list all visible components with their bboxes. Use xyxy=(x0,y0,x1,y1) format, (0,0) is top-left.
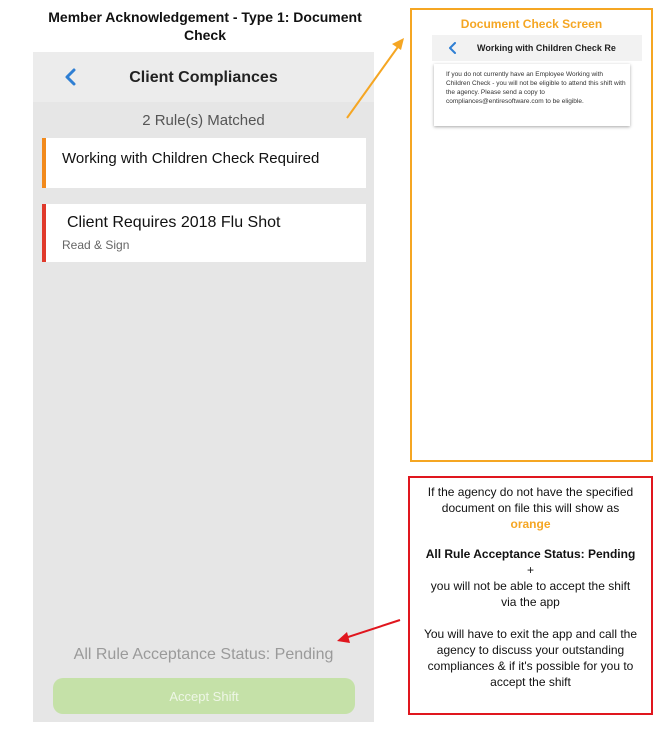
note-line3: You will have to exit the app and call the agency to discuss your outstanding compliances & if it's possible for you to accept the shift xyxy=(423,627,638,689)
red-arrow xyxy=(337,620,400,643)
note-plus: + xyxy=(526,563,534,577)
rule-subtitle: Read & Sign xyxy=(62,238,130,252)
note-orange-word: orange xyxy=(510,517,551,531)
note-line2: you will not be able to accept the shift via the app xyxy=(430,579,631,609)
rules-matched-count: 2 Rule(s) Matched xyxy=(142,112,265,129)
document-title: Member Acknowledgement - Type 1: Document Check xyxy=(48,9,362,43)
accept-shift-button[interactable]: Accept Shift xyxy=(53,678,355,714)
mini-nav-title: Working with Children Check Re xyxy=(477,43,616,53)
orange-arrow xyxy=(347,38,404,118)
document-check-label: Document Check Screen xyxy=(460,17,603,31)
nav-title: Client Compliances xyxy=(129,69,278,86)
rule-title: Client Requires 2018 Flu Shot xyxy=(67,214,281,231)
note-line1: If the agency do not have the specified document on file this will show as xyxy=(427,485,634,515)
note-heading: All Rule Acceptance Status: Pending xyxy=(425,547,636,561)
acceptance-status: All Rule Acceptance Status: Pending xyxy=(73,646,334,663)
rule-title: Working with Children Check Required xyxy=(62,150,320,167)
compliance-message: If you do not currently have an Employee Working with Children Check - you will not be eligible to attend this shift with the agency. Please send a copy to compliances@entiresoftware.com to be eligible. xyxy=(446,71,626,105)
